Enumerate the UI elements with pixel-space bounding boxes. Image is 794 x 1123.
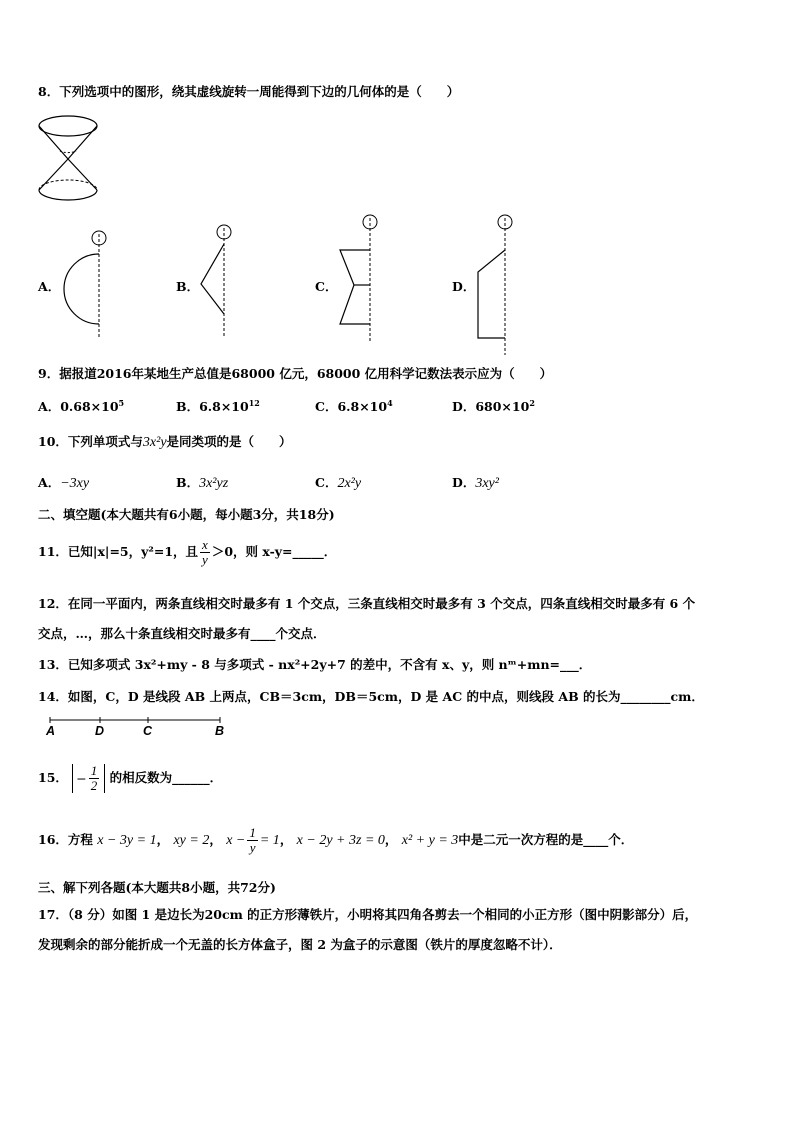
q9-stem: 9．据报道2016年某地生产总值是68000 亿元，68000 亿用科学记数法表示应为（ ） [38,366,553,381]
option-d-figure [470,210,518,358]
q14-text: 14．如图，C，D 是线段 AB 上两点，CB＝3cm，DB＝5cm，D 是 AC 的中点，则线段 AB 的长为________cm． [38,689,704,704]
point-d-label: D [95,724,105,738]
q9-option-c: C．$6.8\times 10^4$ [315,397,393,414]
option-c-figure [336,210,384,345]
q10-option-b: B．3x²yz [176,475,229,491]
q15: 15． − $\frac{1}{2}$ 的相反数为______． [38,763,223,793]
q9-option-d: D．$680\times 10^2$ [452,397,535,414]
q10-option-a: A．−3xy [38,475,90,491]
option-b-figure [196,222,236,342]
double-cone-figure [36,112,106,207]
q8-option-d-label: D． [452,279,476,294]
point-b-label: B [215,724,225,738]
q16: 16．方程 x − 3y = 1， xy = 2， x − $\frac{1}{y}$ = 1， x − 2y + 3z = 0， x² + y = 3中是二元一次方程的是____个． [38,825,634,855]
q10-option-d: D．3xy² [452,475,499,491]
q17-line1: 17．（8 分）如图 1 是边长为20cm 的正方形薄铁片，小明将其四角各剪去一个相同的小正方形（图中阴影部分）后， [38,907,698,922]
q8-stem: 8．下列选项中的图形，绕其虚线旋转一周能得到下边的几何体的是（ ） [38,84,460,99]
q9-option-b: B．$6.8\times 10^{12}$ [176,397,260,414]
q9-option-a: A．$0.68\times 10^5$ [38,397,125,414]
q13: 13．已知多项式 3x²+my - 8 与多项式 - nx²+2y+7 的差中，不含有 x、y，则 nᵐ+mn=___． [38,657,592,672]
q8-option-c-label: C． [315,279,338,294]
q12-line1: 12．在同一平面内，两条直线相交时最多有 1 个交点，三条直线相交时最多有 3 个交点，四条直线相交时最多有 6 个 [38,596,696,611]
q10-stem: 10．下列单项式与3x²y是同类项的是（ ） [38,434,292,450]
point-c-label: C [143,724,153,738]
q8-option-b-label: B． [176,279,200,294]
q11: 11．已知|x|=5，y²=1，且 $\frac{x}{y}$ ＞0，则 x-y=_____． [38,537,337,567]
absolute-value-bars: − $\frac{1}{2}$ [72,764,105,793]
q12-line2: 交点，…，那么十条直线相交时最多有____个交点． [38,626,326,641]
q10-option-c: C．2x²y [315,475,362,491]
q14-segment-figure [44,714,234,744]
option-a-figure [60,226,110,341]
point-a-label: A [46,724,56,738]
q8-option-a-label: A． [38,279,61,294]
q17-line2: 发现剩余的部分能折成一个无盖的长方体盒子，图 2 为盒子的示意图（铁片的厚度忽略不计）． [38,937,562,952]
section-2-heading: 二、填空题(本大题共有6小题，每小题3分，共18分) [38,507,335,522]
q11-fraction: $\frac{x}{y}$ [202,537,208,567]
section-3-heading: 三、解下列各题(本大题共8小题，共72分) [38,880,276,895]
